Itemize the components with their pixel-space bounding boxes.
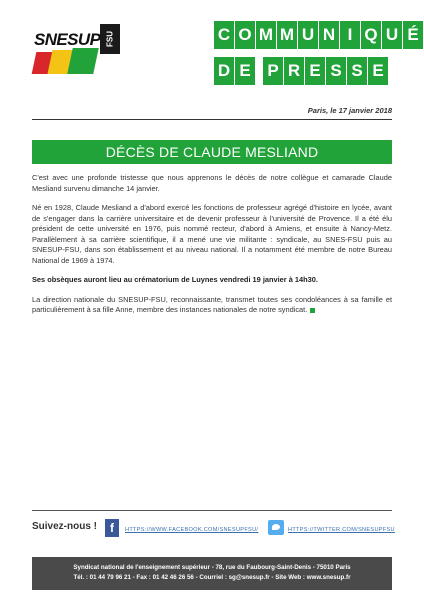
header-letter: D xyxy=(214,57,234,85)
header-letter: O xyxy=(235,21,255,49)
header-space xyxy=(256,57,262,85)
header-letter: U xyxy=(382,21,402,49)
header-letter: N xyxy=(319,21,339,49)
footer-address: Syndicat national de l'enseignement supérieur - 78, rue du Faubourg-Saint-Denis - 75010 Paris xyxy=(73,564,351,571)
paragraph-bold: Ses obsèques auront lieu au crématorium de Luynes vendredi 19 janvier à 14h30. xyxy=(32,275,318,284)
paragraph: C'est avec une profonde tristesse que nous apprenons le décès de notre collègue et camarade Claude Mesliand survenu dimanche 14 janvier. xyxy=(32,173,392,193)
end-mark-icon xyxy=(310,308,315,313)
divider xyxy=(32,510,392,511)
page-title: DÉCÈS DE CLAUDE MESLIAND xyxy=(32,140,392,164)
header-letter: U xyxy=(298,21,318,49)
footer-contact xyxy=(32,557,392,590)
twitter-link[interactable]: HTTPS://TWITTER.COM/SNESUPFSU xyxy=(288,527,395,533)
follow-label: Suivez-nous ! xyxy=(32,521,98,532)
body-text xyxy=(32,173,392,325)
header-letter: C xyxy=(214,21,234,49)
twitter-icon[interactable] xyxy=(268,520,284,535)
logo-green-block xyxy=(67,48,99,74)
header-letter: E xyxy=(368,57,388,85)
header-letter: S xyxy=(326,57,346,85)
facebook-icon[interactable]: f xyxy=(105,519,119,537)
facebook-link[interactable]: HTTPS://WWW.FACEBOOK.COM/SNESUPFSU/ xyxy=(125,527,259,533)
header-letter: E xyxy=(235,57,255,85)
header-letter: M xyxy=(277,21,297,49)
header-communique xyxy=(214,21,423,49)
header-de-presse xyxy=(214,57,388,85)
header-letter: S xyxy=(347,57,367,85)
logo-brand-text: SNESUP xyxy=(34,30,101,49)
paragraph-text: La direction nationale du SNESUP-FSU, reconnaissante, transmet toutes ses condoléances à sa famille et particulièrement à sa fille Anne, membre des instances nationales de notre syndicat. xyxy=(32,294,392,314)
header-letter: I xyxy=(340,21,360,49)
header-letter: M xyxy=(256,21,276,49)
header-letter: P xyxy=(263,57,283,85)
paragraph-final xyxy=(32,295,392,316)
header-letter: R xyxy=(284,57,304,85)
footer-contacts: Tél. : 01 44 79 96 21 - Fax : 01 42 46 26 56 - Courriel : sg@snesup.fr - Site Web : www.snesup.fr xyxy=(73,574,351,581)
paragraph: Né en 1928, Claude Mesliand a d'abord exercé les fonctions de professeur agrégé d'histoire en lycée, avant de s'engager dans la carrière universitaire et de devenir professeur à l'université de Provence. Il a été élu président de cette université en 1976, puis nommé recteur, d'abord à Amiens, et ensuite à Nancy-Metz. Parallèlement à sa carrière scientifique, il a mené une vie militante : syndicale, au SNES-FSU puis au SNESUP-FSU, dans son établissement et au niveau national. Il a notamment été membre de notre Bureau National de 1969 à 1974. xyxy=(32,203,392,265)
snesup-logo xyxy=(34,22,124,78)
header-letter: E xyxy=(305,57,325,85)
header-letter: É xyxy=(403,21,423,49)
header-letter: Q xyxy=(361,21,381,49)
logo-fsu-tag: FSU xyxy=(100,24,120,54)
date-line: Paris, le 17 janvier 2018 xyxy=(32,106,392,120)
